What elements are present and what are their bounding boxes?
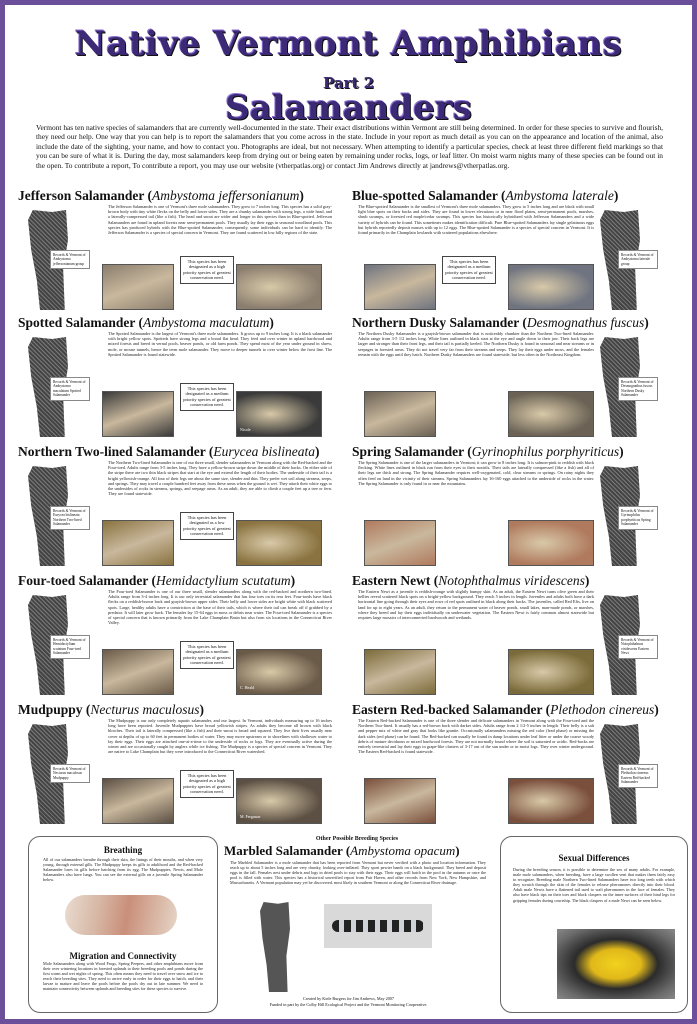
map-legend — [618, 377, 658, 401]
sexual-title: Sexual Differences — [558, 853, 630, 863]
species-section — [352, 315, 664, 440]
species-latin-name: Necturus maculosus — [90, 702, 200, 717]
intro-paragraph: Vermont has ten native species of salamanders that are currently well-documented in the state. Their exact distributions within Vermont are still being determined. In order for these species to survive and flourish, they need our help. One way that you can help is to report the salamanders that you come across in the state. Include in your report as much detail as you can on the appearance and location of the animal, also include the date of the sighting, your name, and how to contact you. Photographs are ideal, but not necessary. When attempting to identify a particular species, check at least three different field markings so that you can be sure of what it is. During the day, most salamanders keep from drying out or being eaten by remaining under rocks, logs, or leaf litter. On moist warm nights many of these species can be found out in the open. To contribute a report, To contribute a report, you may use our website (vtherpatlas.org) or contact Jim Andrews directly at jandrews@vtherpatlas.org. — [36, 123, 663, 170]
species-latin-name: Desmognathus fuscus — [526, 315, 645, 330]
poster-title: Native Vermont Amphibians — [74, 24, 623, 64]
species-heading: Northern Dusky Salamander (Desmognathus fuscus) — [352, 315, 649, 330]
credit-line-2: Funded in part by the Colby Hill Ecological Project and the Vermont Monitoring Cooperative. — [269, 1002, 428, 1007]
photo-credit: M. Ferguson — [240, 814, 261, 819]
species-latin-name: Plethodon cinereus — [550, 702, 655, 717]
map-legend-caption: Records & Vermont of Plethodon cinereus Eastern Red-backed Salamander — [621, 767, 654, 785]
species-latin-name: Ambystoma maculatum — [143, 315, 270, 330]
species-heading: Northern Two-lined Salamander (Eurycea bislineata) — [18, 444, 320, 459]
poster-subtitle: Part 2 — [322, 74, 375, 92]
species-section — [18, 702, 330, 827]
map-legend-caption: Records & Vermont of Desmognathus fuscus Northern Dusky Salamander — [621, 380, 654, 398]
species-latin-name: Hemidactylium scutatum — [156, 573, 291, 588]
species-photo — [364, 520, 436, 566]
poster-title-2: Salamanders — [225, 88, 472, 128]
conservation-note: This species has been designated as a medium priority species of greatest conservation need. — [442, 256, 496, 284]
species-description: The Mudpuppy is our only completely aquatic salamander, and our largest. In Vermont, individuals measuring up to 16 inches long have been reported. Juvenile Mudpuppies have broad yellowish stripes. As adults they become all brown with black blotches. Their tail is laterally compressed (like a fish) and their snout is broad and squared. They live their lives usually near cover at depths of up to 60 feet in permanent bodies of water. They may move upstream or to shorelines with shallower water to lay their eggs. Their eggs are attached one-at-a-time to the underside of rocks or logs. They are eventually active during the winter and are occasionally caught by anglers while ice fishing. The Mudpuppy is a species of special concern in Vermont. They are native to Lake Champlain but they were introduced to the Connecticut River watershed. — [108, 718, 332, 755]
species-section — [18, 315, 330, 440]
species-heading: Spring Salamander (Gyrinophilus porphyriticus) — [352, 444, 624, 459]
species-photo — [102, 391, 174, 437]
map-legend-caption: Records & Vermont of Ambystoma jeffersonianum group — [53, 253, 86, 266]
species-common-name: Northern Dusky Salamander — [352, 315, 520, 330]
species-heading: Spotted Salamander (Ambystoma maculatum) — [18, 315, 274, 330]
species-description: The Blue-spotted Salamander is the smallest of Vermont's three mole salamanders. They grow to 5 inches long and are black with small light blue spots on their backs and sides. They are found in lower elevations or in near flood plains, semi-permanent pools, marshes, shrub swamps, or forested red maple/cedar swamps. This species has historically hybridized with Jefferson Salamanders and a wide variety of hybrids can be found. This sometimes makes identification difficult. Pure Blue-spotted Salamanders lay single gelatinous eggs but hybrids reportedly deposit masses with up to 12 eggs. The Blue-spotted Salamander is a species of special concern in Vermont. It is found primarily in the Champlain lowlands with scattered populations elsewhere. — [358, 204, 594, 236]
marbled-map — [260, 902, 290, 992]
other-species-title: Other Possible Breeding Species — [315, 836, 399, 842]
credit-line-1: Created by Kiele Burgess for Jim Andrews, May 2007 — [303, 996, 394, 1001]
map-legend — [618, 506, 658, 530]
species-heading: Mudpuppy (Necturus maculosus) — [18, 702, 205, 717]
marbled-text: The Marbled Salamander is a mole salamander that has been reported from Vermont but never verified with a photo and location information. They reach up to about 5 inches long and are very chunky, looking over-inflated. They sport pewter bands on a black background. They breed and deposit eggs in the fall. Females nest under debris and logs in dried pools to stay with their eggs. Their eggs will hatch in the pool in the autumn or once the pool is filled with water. This species has a historical unverified report from Fair Haven, and other records from New York, New Hampshire, and Massachusetts. A Vermont population may yet be discovered, most likely in southern Vermont or along the Connecticut River drainage. — [230, 860, 486, 886]
map-legend-caption: Records & Vermont of Gyrinophilus porphyriticus Spring Salamander — [621, 509, 654, 527]
species-latin-name: Ambystoma laterale — [505, 188, 614, 203]
species-photo — [508, 778, 594, 824]
map-legend — [50, 764, 90, 783]
species-section — [352, 702, 664, 827]
map-legend — [618, 764, 658, 788]
map-legend — [50, 377, 90, 401]
species-latin-name: Notophthalmus viridescens — [438, 573, 585, 588]
map-legend — [618, 635, 658, 659]
species-heading: Jefferson Salamander (Ambystoma jeffersonianum) — [18, 188, 304, 203]
species-photo — [102, 649, 174, 695]
species-photo — [236, 520, 322, 566]
map-legend — [50, 635, 90, 659]
map-legend-caption: Records & Vermont of Notophthalmus viridescens Eastern Newt — [621, 638, 654, 656]
conservation-note: This species has been designated as a medium priority species of greatest conservation need. — [180, 641, 234, 669]
species-photo — [508, 391, 594, 437]
male-newt-photo — [557, 929, 675, 999]
conservation-note: This species has been designated as a low priority species of greatest conservation need. — [180, 512, 234, 540]
breathing-text: All of our salamanders breathe through their skin, the linings of their mouths, and when very young, through external gills. The Mudpuppy keeps its gills to adulthood and the Red-backed Salamander loses its gills before hatching from its egg. The Mudpuppies, Newts, and Mole Salamanders also have lungs. You can see the external gills on a juvenile Spring Salamander below. — [43, 857, 203, 883]
conservation-note: This species has been designated as a high priority species of greatest conservation need. — [180, 770, 234, 798]
juvenile-spring-salamander-photo — [65, 895, 177, 935]
species-description: The Northern Two-lined Salamander is one of our three small, slender salamanders in Vermont along with the Red-backed and the Four-toed. Adults range from 3-5 inches long. They have a yellow-brown stripe down the middle of their backs. On either side of the stripe there are two thin black stripes that start at the eye and extend the length of their bodies. The underside of their tail is a bright yellowish-orange. All four of their legs are about the same size, slender and thin. They prefer wet soil along streams, seeps, and springs. They may travel a couple hundred feet away from these areas when the ground is wet. They attach their white eggs to the undersides of rocks in streams, springs, and seepage areas. As an adult, they are able to climb a couple feet up a tree or fern. They are found statewide. — [108, 460, 332, 497]
map-legend — [50, 506, 90, 530]
map-legend-caption: Records & Vermont of Necturus maculosus Mudpuppy — [53, 767, 86, 780]
breathing-box — [28, 836, 218, 1013]
species-section — [18, 188, 330, 313]
sexual-text: During the breeding season, it is possible to determine the sex of many adults. For example, male mole salamanders, when breeding, have a large swollen vent that makes them fairly easy to recognize. Breeding male Northern Two-lined Salamanders have two long teeth with which they scratch through the skin of the females to release pheromones directly into their blood. Adult male Newts have a flattened tail used to waft pheromones in the face of females. They also have black tips on their toes and black claspers on the inner surfaces of their hind legs for gripping females during courtship. The black claspers of a male Newt can be seen below. — [513, 867, 675, 903]
breathing-title: Breathing — [103, 845, 143, 855]
species-description: The Eastern Red-backed Salamander is one of the three slender and delicate salamanders in Vermont along with the Four-toed and the Northern Two-lined. It usually has a red-brown back with darker sides. Adults range from 2 1/2-5 inches in length. Their belly is a salt and pepper mix of white and gray that looks like granite. Occasionally salamanders missing the red color (lead phase) or missing the dark sides (red phase) can be found. The Red-backed can usually be found in damp locations under leaf litter or under the coarse woody debris of mature deciduous or mixed hardwood forests. They are not normally found where the soil is saturated or acidic. Red-backs are entirely terrestrial and lay their eggs in grape-like clusters of 3-17 out of the sun under or in moist logs. They over winter underground. The Eastern Red-backed is found statewide. — [358, 718, 594, 755]
species-heading: Blue-spotted Salamander (Ambystoma laterale) — [352, 188, 619, 203]
species-photo — [508, 649, 594, 695]
migration-text: Mole Salamanders along with Wood Frogs, Spring Peepers, and other amphibians move from their over wintering locations in forested uplands to their breeding pools and ponds during the first warm and wet nights of spring. This often means they need to travel over snow and ice to reach their breeding sites. They need to arrive early in order for their eggs to hatch, and their larvae to mature and leave the pools before the pools dry out in late summer. We need to maintain connectivity between uplands and breeding sites for these species to survive. — [43, 961, 203, 992]
species-common-name: Eastern Red-backed Salamander — [352, 702, 543, 717]
marbled-common-name: Marbled Salamander — [224, 843, 343, 858]
species-latin-name: Eurycea bislineata — [213, 444, 315, 459]
species-description: The Northern Dusky Salamander is a grayish-brown salamander that is noticeably chunkier than the Northern Two-lined Salamander. Adults range from 3-5 1/2 inches long. White lines outlined in black start at the eye and angle down to their jaw. Their back legs are larger and stronger than their front legs, and their tail is partially keeled. The Northern Dusky is found in seasonal and near streams or in seepages in forested areas. They do not travel very far from their streams and seeps. They lay their eggs under moss, and the females remain with the eggs until they hatch. Northern Dusky Salamanders are found statewide, but less often in the Northeast Kingdom. — [358, 331, 594, 357]
species-description: The Eastern Newt as a juvenile is reddish-orange with slightly bumpy skin. As an adult, the Eastern Newt turns olive green and their bellies reveal scattered black spots on a bright-yellow background. They reach 5 inches in length. Juveniles and adults both have a dark horizontal line going through their eyes and rows of red spots outlined in black along their backs. The juveniles, called Red Efts, live on land for up to eight years. As an adult, they return to the permanent water of beaver ponds, small lakes, man-made ponds, or marshes, where they breed and lay their eggs individually on underwater vegetation. The Eastern Newt is fairly common almost statewide but requires large mosaics of interconnected hardwoods and wetlands. — [358, 589, 594, 621]
species-photo — [102, 520, 174, 566]
map-legend-caption: Records & Vermont of Hemidactylium scutatum Four-toed Salamander — [53, 638, 86, 656]
map-legend-caption: Records & Vermont of Ambystoma maculatum Spotted Salamander — [53, 380, 86, 398]
species-photo — [364, 391, 436, 437]
marbled-latin-name: Ambystoma opacum — [350, 843, 456, 858]
species-common-name: Spring Salamander — [352, 444, 464, 459]
species-photo — [508, 264, 594, 310]
species-photo — [364, 649, 436, 695]
species-latin-name: Gyrinophilus porphyriticus — [471, 444, 620, 459]
map-legend-caption: Records & Vermont of Ambystoma laterale group — [621, 253, 654, 266]
species-section — [352, 573, 664, 698]
species-heading: Eastern Newt (Notophthalmus viridescens) — [352, 573, 590, 588]
map-legend-caption: Records & Vermont of Eurycea bislineata Northern Two-lined Salamander — [53, 509, 86, 527]
migration-title: Migration and Connectivity — [69, 951, 177, 961]
sexual-differences-box — [500, 836, 688, 1013]
species-latin-name: Ambystoma jeffersonianum — [152, 188, 300, 203]
species-common-name: Spotted Salamander — [18, 315, 136, 330]
species-common-name: Four-toed Salamander — [18, 573, 149, 588]
photo-credit: C. Heald — [240, 685, 255, 690]
species-description: The Four-toed Salamander is one of our three small, slender salamanders along with the red-backed and northern two-lined. Adults range from 3-4 inches long. It is our only terrestrial salamander that has four toes on its rear feet. Four-toeds have black flecks on a reddish-brown back and grayish-brown upper sides. Their belly and lower sides are bright white with black scattered spots. Large, healthy adults have a constriction at the base of their tails, which is where their tail can break off if grabbed by a predator. It will later grow back. The females lay 15-64 eggs in moss or debris near water. The Four-toed Salamander is a species of special concern that is known primarily from the Lake Champlain Basin but also from six locations in the Connecticut River Valley. — [108, 589, 332, 626]
species-heading: Eastern Red-backed Salamander (Plethodon cinereus) — [352, 702, 659, 717]
species-common-name: Blue-spotted Salamander — [352, 188, 498, 203]
species-photo — [364, 264, 436, 310]
species-section — [18, 573, 330, 698]
species-description: The Spotted Salamander is the largest of Vermont's three mole salamanders. It grows up to 9 inches long. It is a black salamander with bright yellow spots. Spotteds have strong legs and a broad flat head. They feed and over winter in upland hardwood and mixed forests and breed in vernal pools, beaver ponds, or old farm ponds. They spend most of the year under ground in shrew, mole, or mouse tunnels, hence the term mole salamander. They move to deeper tunnels to over winter below the frost line. The Spotted Salamander is found statewide. — [108, 331, 332, 357]
species-heading: Four-toed Salamander (Hemidactylium scutatum) — [18, 573, 296, 588]
map-legend — [618, 250, 658, 269]
species-common-name: Jefferson Salamander — [18, 188, 145, 203]
other-species-box — [224, 836, 490, 996]
species-section — [18, 444, 330, 569]
species-common-name: Mudpuppy — [18, 702, 83, 717]
species-description: The Spring Salamander is one of the larger salamanders in Vermont; it can grow to 8 inches long. It is salmon-pink to reddish with black flecking. White lines outlined in black run from their eyes to their nostrils. Their tails are laterally compressed (like a fish) and all of their legs are thick and strong. The Spring Salamander requires well-oxygenated, cold, clear streams or springs. On rainy nights they often feed on land in the vicinity of their streams. Spring Salamanders lay 16-160 eggs attached to the underside of rocks in the water. The Spring Salamander is only found in or near the mountains. — [358, 460, 594, 486]
species-section — [352, 444, 664, 569]
species-description: The Jefferson Salamander is one of Vermont's three mole salamanders. They grow to 7 inches long. This species has a solid gray-brown body with tiny white flecks on the belly and lower sides. They are a chunky salamander with strong legs, a wide head, and a laterally-compressed tail (like a fish). The head and snout are wider and longer in this species than in Blue-spotted. Jefferson Salamanders are found in upland forests near semi-permanent pools. They usually lay their eggs in seasonal woodland pools. This species has produced hybrids with the Blue-spotted Salamander; consequently, some individuals can be hard to identify. The Jefferson Salamander is a species of special concern in Vermont. They are found scattered in low hilly regions of the state. — [108, 204, 332, 236]
species-section — [352, 188, 664, 313]
species-photo — [102, 778, 174, 824]
photo-credit: Nicole — [240, 427, 251, 432]
species-photo — [364, 778, 436, 824]
conservation-note: This species has been designated as a medium priority species of greatest conservation need. — [180, 383, 234, 411]
species-photo — [508, 520, 594, 566]
map-legend — [50, 250, 90, 269]
species-photo — [236, 264, 322, 310]
species-common-name: Eastern Newt — [352, 573, 431, 588]
marbled-heading: Marbled Salamander (Ambystoma opacum) — [224, 843, 460, 858]
marbled-salamander-photo — [324, 904, 432, 948]
conservation-note: This species has been designated as a high priority species of greatest conservation need. — [180, 256, 234, 284]
species-common-name: Northern Two-lined Salamander — [18, 444, 206, 459]
species-photo — [102, 264, 174, 310]
